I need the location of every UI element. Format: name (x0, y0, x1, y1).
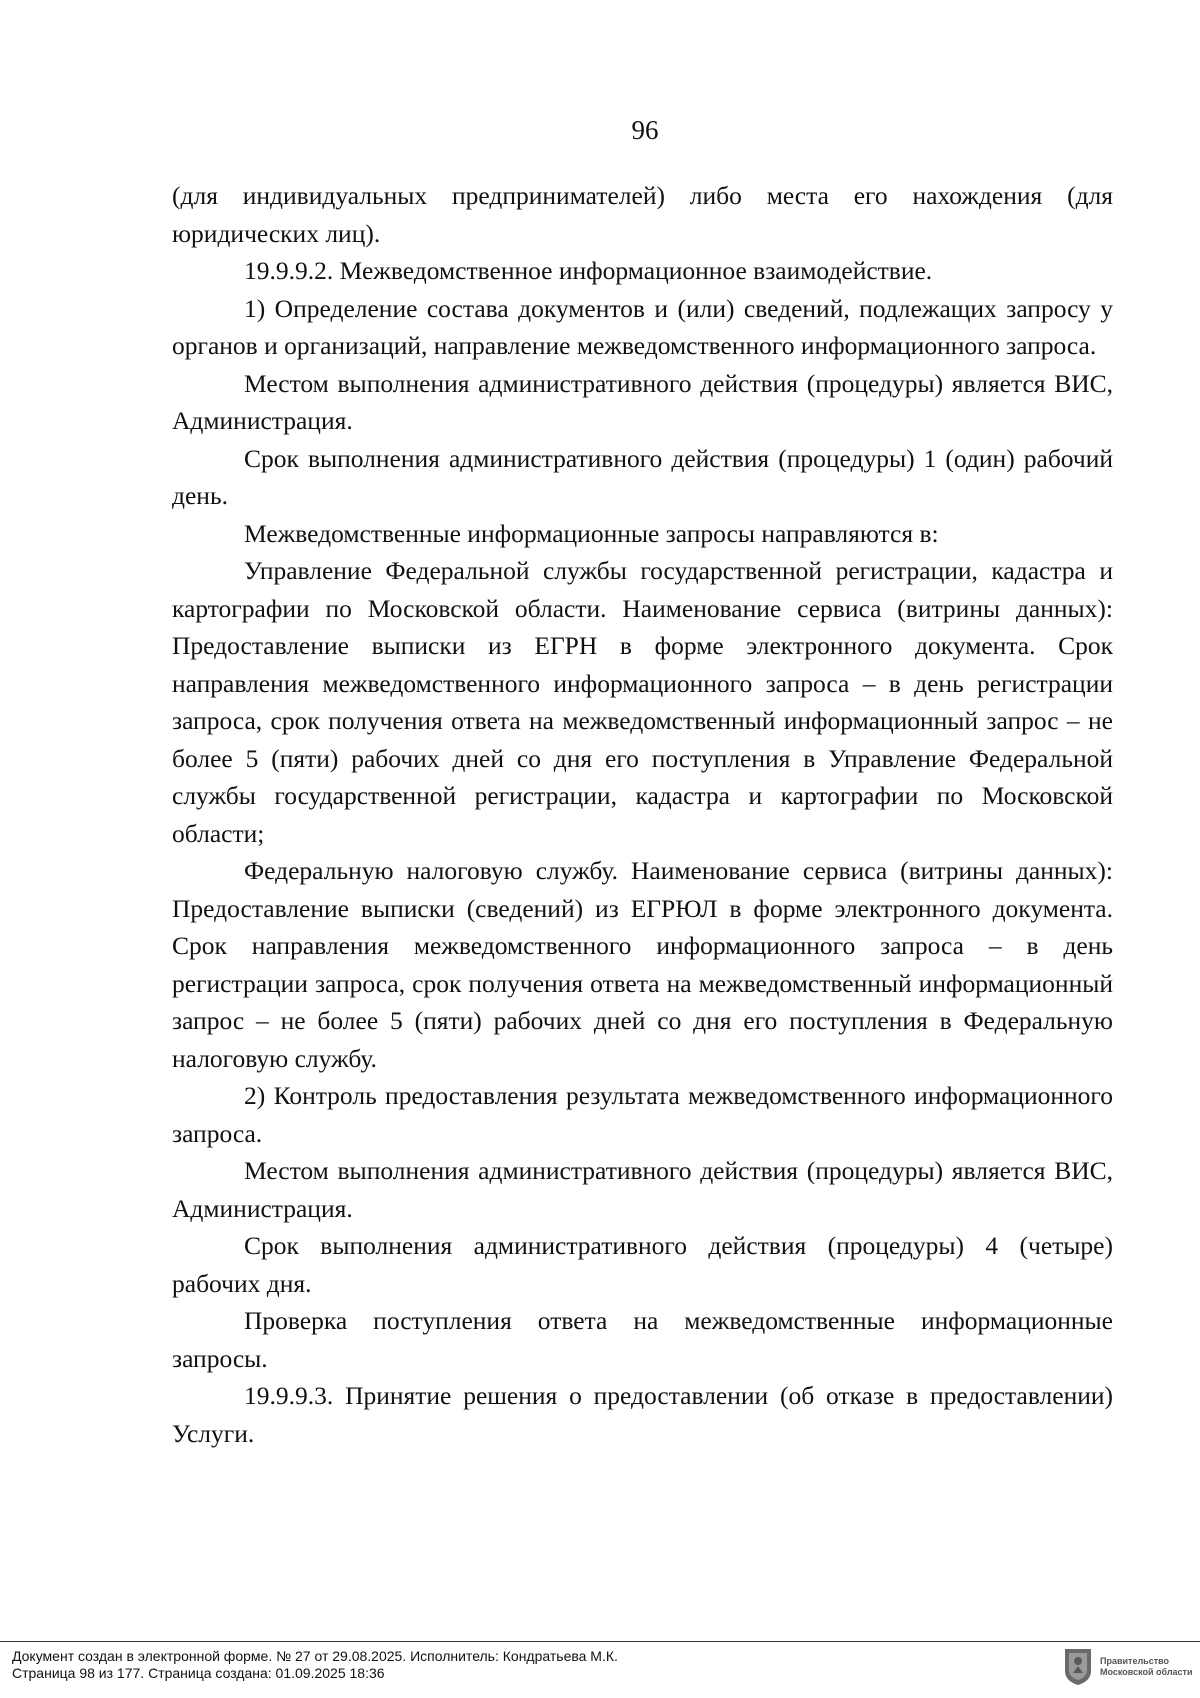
paragraph-place-2: Местом выполнения административного действия (процедуры) является ВИС, Администрация. (172, 1156, 1113, 1223)
paragraph-step-1: 1) Определение состава документов и (или) сведений, подлежащих запросу у органов и организаций, направление межведомственного информационного запроса. (172, 293, 1113, 360)
paragraph-requests-intro: Межведомственные информационные запросы направляются в: (244, 518, 939, 548)
paragraph-check-response: Проверка поступления ответа на межведомственные информационные запросы. (172, 1306, 1113, 1373)
logo-line-2: Московской области (1100, 1667, 1193, 1677)
footer-divider (0, 1641, 1200, 1642)
paragraph-step-2: 2) Контроль предоставления результата межведомственного информационного запроса. (172, 1081, 1113, 1148)
logo-caption (1100, 1656, 1193, 1678)
footer-page-line: Страница 98 из 177. Страница создана: 01.09.2025 18:36 (12, 1665, 385, 1681)
coat-of-arms-icon (1062, 1646, 1094, 1686)
logo-line-1: Правительство (1100, 1656, 1170, 1666)
footer-document-line: Документ создан в электронной форме. № 27 от 29.08.2025. Исполнитель: Кондратьева М.К. (12, 1648, 618, 1664)
page-number: 96 (631, 115, 659, 145)
paragraph-term-1: Срок выполнения административного действия (процедуры) 1 (один) рабочий день. (172, 443, 1113, 510)
section-heading-19-9-9-2: 19.9.9.2. Межведомственное информационное взаимодействие. (244, 256, 933, 285)
paragraph-fns: Федеральную налоговую службу. Наименование сервиса (витрины данных): Предоставление выписки (сведений) из ЕГРЮЛ в форме электронного документа. Срок направления межведомственного информационного запроса – в день регистрации запроса, срок получения ответа на межведомственный информационный запрос – не более 5 (пяти) рабочих дней со дня его поступления в Федеральную налоговую службу. (172, 856, 1113, 1073)
government-logo (1062, 1646, 1192, 1686)
paragraph-place-1: Местом выполнения административного действия (процедуры) является ВИС, Администрация. (172, 368, 1113, 435)
section-heading-19-9-9-3: 19.9.9.3. Принятие решения о предоставлении (об отказе в предоставлении) Услуги. (172, 1381, 1113, 1448)
document-body (172, 177, 1113, 1452)
footer-info (12, 1648, 618, 1682)
paragraph-rosreestr: Управление Федеральной службы государственной регистрации, кадастра и картографии по Московской области. Наименование сервиса (витрины данных): Предоставление выписки из ЕГРН в форме электронного документа. Срок направления межведомственного информационного запроса – в день регистрации запроса, срок получения ответа на межведомственный информационный запрос – не более 5 (пяти) рабочих дней со дня его поступления в Управление Федеральной службы государственной регистрации, кадастра и картографии по Московской области; (172, 556, 1113, 848)
paragraph-continuation: (для индивидуальных предпринимателей) либо места его нахождения (для юридических лиц). (172, 181, 1113, 248)
paragraph-term-2: Срок выполнения административного действия (процедуры) 4 (четыре) рабочих дня. (172, 1231, 1113, 1298)
